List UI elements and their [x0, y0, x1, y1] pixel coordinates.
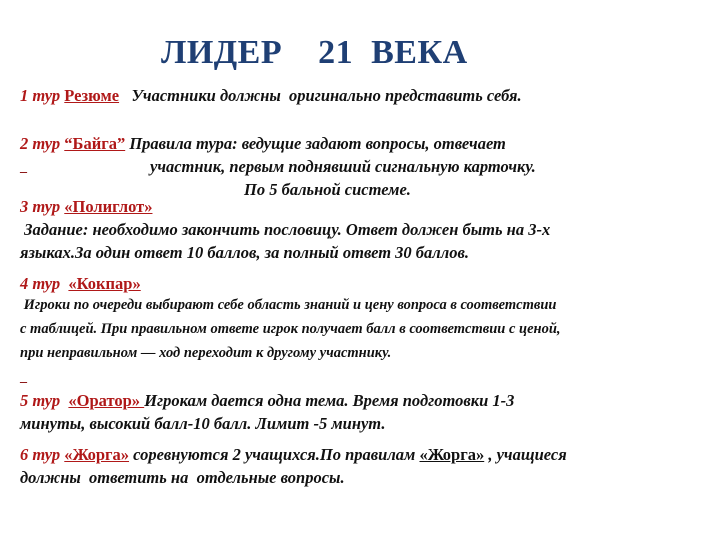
round-description: соревнуются 2 учащихся.По правилам — [133, 445, 420, 464]
page-title: ЛИДЕР 21 ВЕКА — [161, 34, 468, 71]
round-number: 2 тур — [20, 134, 61, 153]
round-name-reference: «Жорга» — [419, 445, 485, 464]
round-2 — [20, 134, 506, 154]
round-4 — [20, 274, 141, 294]
round-description: Участники должны оригинально представить себя. — [131, 86, 522, 105]
round-description: Правила тура: ведущие задают вопросы, отвечает — [129, 134, 506, 153]
round-4-line-3: при неправильном — ход переходит к другому участнику. — [20, 345, 392, 361]
dash-marker: _ — [20, 160, 27, 175]
round-1 — [20, 86, 522, 106]
round-3 — [20, 197, 152, 217]
round-name: «Кокпар» — [68, 274, 141, 293]
round-name: «Жорга» — [64, 445, 130, 464]
round-6 — [20, 445, 567, 465]
round-name: «Оратор» — [68, 391, 145, 410]
round-5 — [20, 391, 514, 411]
round-3-line-2: языках.За один ответ 10 баллов, за полный ответ 30 баллов. — [20, 243, 469, 262]
round-5-line-2: минуты, высокий балл-10 балл. Лимит -5 минут. — [20, 414, 386, 433]
round-number: 4 тур — [20, 274, 61, 293]
round-name: Резюме — [64, 86, 120, 105]
round-name: «Полиглот» — [64, 197, 153, 216]
round-name: “Байга” — [64, 134, 126, 153]
round-number: 3 тур — [20, 197, 61, 216]
dash-marker: _ — [20, 370, 27, 385]
round-number: 1 тур — [20, 86, 61, 105]
round-2-line-3: По 5 бальной системе. — [244, 180, 411, 199]
round-number: 6 тур — [20, 445, 61, 464]
round-description: Игрокам дается одна тема. Время подготовки 1-3 — [144, 391, 515, 410]
round-description-end: , учащиеся — [484, 445, 567, 464]
round-3-line-1: Задание: необходимо закончить пословицу. Ответ должен быть на 3-х — [20, 220, 551, 239]
round-4-line-1: Игроки по очереди выбирают себе область знаний и цену вопроса в соответствии — [20, 297, 557, 313]
round-4-line-2: с таблицей. При правильном ответе игрок получает балл в соответствии с ценой, — [20, 321, 561, 337]
round-2-line-2: участник, первым поднявший сигнальную карточку. — [150, 157, 536, 176]
round-number: 5 тур — [20, 391, 61, 410]
round-6-line-2: должны ответить на отдельные вопросы. — [20, 468, 345, 487]
